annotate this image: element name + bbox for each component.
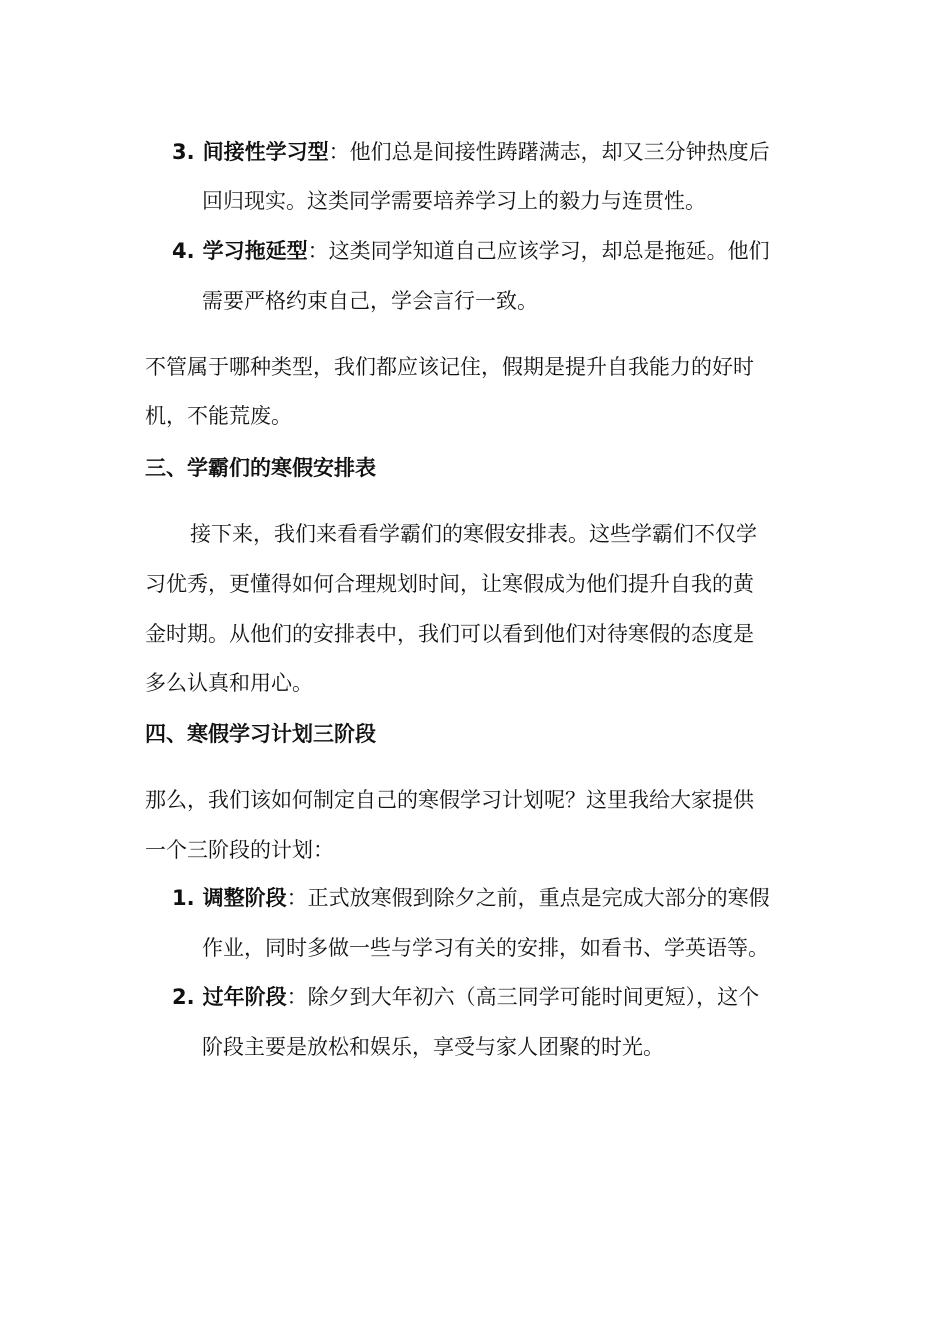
paragraph-2-line-3: 金时期。从他们的安排表中，我们可以看到他们对待寒假的态度是 <box>145 622 754 646</box>
list-number: 2. <box>172 985 195 1009</box>
list-item-2-line-1 <box>172 982 759 1012</box>
list-item-2-line-2: 阶段主要是放松和娱乐，享受与家人团聚的时光。 <box>202 1035 664 1059</box>
list-text: ：这类同学知道自己应该学习，却总是拖延。他们 <box>307 239 770 263</box>
paragraph-2-line-4: 多么认真和用心。 <box>145 671 313 695</box>
paragraph-3-line-2: 一个三阶段的计划： <box>145 838 334 862</box>
list-item-4-line-1 <box>172 236 770 266</box>
paragraph-1-line-2: 机，不能荒废。 <box>145 404 292 428</box>
list-item-3-line-2: 回归现实。这类同学需要培养学习上的毅力与连贯性。 <box>202 189 706 213</box>
list-text: ：除夕到大年初六（高三同学可能时间更短），这个 <box>286 985 760 1009</box>
paragraph-1-line-1: 不管属于哪种类型，我们都应该记住，假期是提升自我能力的好时 <box>145 355 754 379</box>
list-term: 调整阶段 <box>202 886 287 910</box>
list-number: 1. <box>172 886 195 910</box>
list-term: 间接性学习型 <box>202 140 329 164</box>
list-number: 4. <box>172 239 195 263</box>
list-item-1-line-1 <box>172 883 770 913</box>
list-item-1-line-2: 作业，同时多做一些与学习有关的安排，如看书、学英语等。 <box>202 936 769 960</box>
paragraph-2-line-2: 习优秀，更懂得如何合理规划时间，让寒假成为他们提升自我的黄 <box>145 572 754 596</box>
list-term: 学习拖延型 <box>202 239 308 263</box>
list-number: 3. <box>172 140 195 164</box>
list-item-4-line-2: 需要严格约束自己，学会言行一致。 <box>202 289 538 313</box>
paragraph-2-line-1: 接下来，我们来看看学霸们的寒假安排表。这些学霸们不仅学 <box>190 522 757 546</box>
list-item-3-line-1 <box>172 137 770 167</box>
list-term: 过年阶段 <box>202 985 287 1009</box>
list-text: ：他们总是间接性踌躇满志，却又三分钟热度后 <box>328 140 770 164</box>
section-heading-4: 四、寒假学习计划三阶段 <box>145 722 376 746</box>
paragraph-3-line-1: 那么，我们该如何制定自己的寒假学习计划呢？这里我给大家提供 <box>145 788 754 812</box>
section-heading-3: 三、学霸们的寒假安排表 <box>145 456 376 480</box>
list-text: ：正式放寒假到除夕之前，重点是完成大部分的寒假 <box>286 886 770 910</box>
